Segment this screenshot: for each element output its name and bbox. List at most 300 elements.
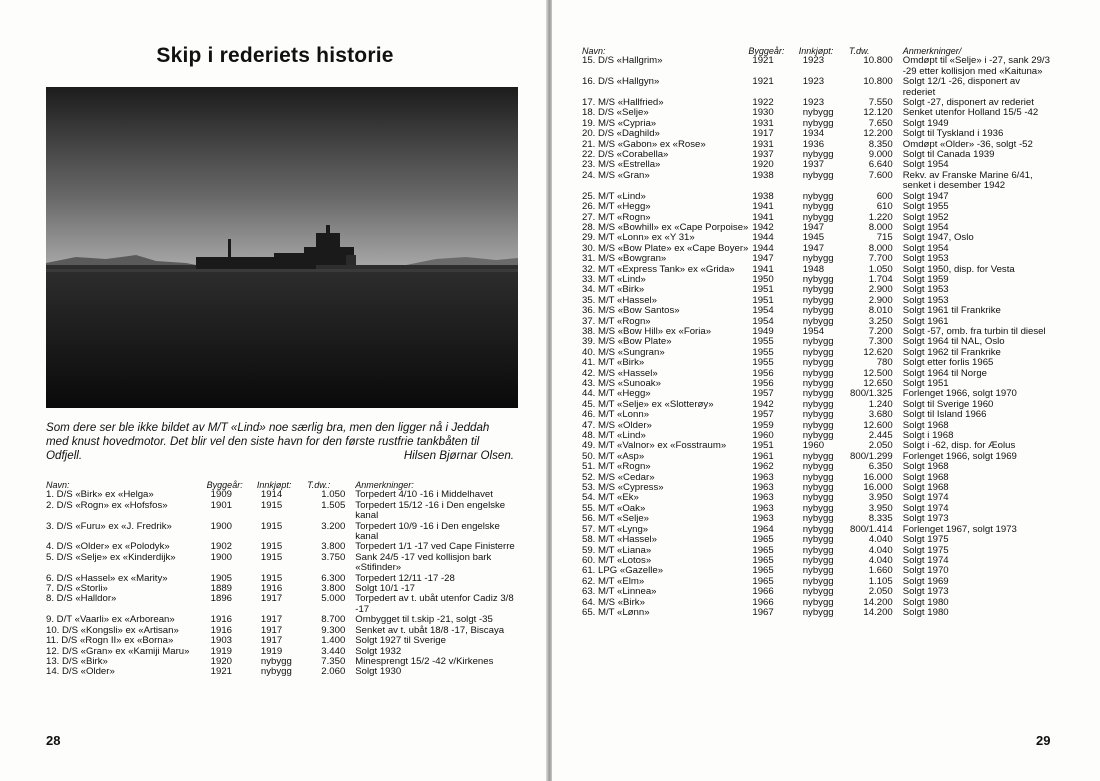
ship-name: 51. M/T «Rogn»: [582, 461, 651, 473]
tonnage: 7.350: [321, 655, 346, 667]
remark: Solgt i 1968: [902, 430, 954, 442]
ship-name: 12. D/S «Gran» ex «Kamiji Maru»: [46, 645, 190, 657]
bought-year: 1923: [802, 55, 825, 67]
remark: Solgt 10/1 -17: [355, 583, 416, 595]
remark: Solgt 1969: [902, 575, 949, 587]
remark: Solgt 1980: [902, 606, 949, 618]
built-year: 1941: [752, 211, 774, 223]
remark: Solgt til Island 1966: [902, 409, 987, 421]
ship-name: 39. M/S «Bow Plate»: [582, 336, 672, 348]
table-row: [46, 667, 516, 677]
ship-name: 6. D/S «Hassel» ex «Marity»: [46, 572, 168, 584]
remark: Solgt 1953: [902, 284, 949, 296]
ship-name: 47. M/S «Older»: [582, 419, 652, 431]
built-year: 1938: [752, 190, 774, 202]
built-year: 1944: [752, 242, 774, 254]
ship-photo: [46, 87, 518, 408]
ship-name: 30. M/S «Bow Plate» ex «Cape Boyer»: [582, 242, 749, 254]
tonnage: 12.500: [863, 367, 893, 379]
built-year: 1917: [752, 128, 774, 140]
col-header-built: Byggeår:: [206, 480, 243, 490]
tonnage: 610: [876, 201, 893, 213]
built-year: 1896: [210, 593, 233, 605]
ship-name: 9. D/T «Vaarli» ex «Arborean»: [46, 614, 175, 626]
remark: Torpedert 12/11 -17 -28: [355, 572, 455, 584]
tonnage: 4.040: [868, 554, 893, 566]
tonnage: 4.040: [868, 544, 893, 556]
tonnage: 12.120: [863, 107, 893, 119]
built-year: 1965: [752, 575, 774, 587]
tonnage: 8.350: [868, 138, 893, 150]
tonnage: 6.350: [868, 461, 893, 473]
bought-year: 1915: [260, 520, 283, 532]
tonnage: 2.050: [868, 586, 893, 598]
remark: Solgt 1962 til Frankrike: [902, 346, 1001, 358]
ship-name: 35. M/T «Hassel»: [582, 294, 658, 306]
built-year: 1944: [752, 232, 774, 244]
ship-name: 63. M/T «Linnea»: [582, 586, 657, 598]
remark: Forlenget 1966, solgt 1970: [902, 388, 1017, 400]
ship-name: 16. D/S «Hallgyn»: [582, 76, 660, 88]
bought-year: nybygg: [802, 253, 834, 265]
table-row: [582, 608, 1052, 618]
bought-year: nybygg: [802, 419, 834, 431]
table-row: [582, 56, 1052, 77]
built-year: 1921: [752, 76, 774, 88]
ship-name: 34. M/T «Birk»: [582, 284, 645, 296]
bought-year: nybygg: [802, 461, 834, 473]
tonnage: 780: [876, 357, 893, 369]
bought-year: nybygg: [802, 378, 834, 389]
remark: Omdøpt til «Selje» i -27, sank 29/3 -29 etter kollisjon med «Kaituna»: [902, 55, 1050, 77]
ship-name: 32. M/T «Express Tank» ex «Grida»: [582, 263, 735, 275]
col-header-bought: Innkjøpt:: [256, 480, 292, 490]
built-year: 1941: [752, 263, 774, 275]
tonnage: 3.950: [868, 502, 893, 514]
bought-year: 1915: [260, 572, 283, 584]
bought-year: nybygg: [802, 169, 834, 181]
remark: Senket av t. ubåt 18/8 -17, Biscaya: [355, 624, 505, 636]
bought-year: nybygg: [802, 565, 834, 577]
page-number-right: 29: [1036, 733, 1051, 748]
bought-year: nybygg: [802, 596, 834, 608]
photo-caption: [46, 421, 514, 464]
tonnage: 3.200: [321, 520, 346, 532]
built-year: 1965: [752, 565, 774, 577]
bought-year: nybygg: [802, 430, 834, 442]
remark: Solgt 1974: [902, 554, 949, 566]
tonnage: 1.400: [321, 635, 346, 647]
bought-year: nybygg: [802, 450, 834, 462]
built-year: 1965: [752, 554, 774, 566]
remark: Minesprengt 15/2 -42 v/Kirkenes: [355, 655, 494, 667]
tonnage: 2.900: [868, 284, 893, 296]
bought-year: nybygg: [802, 398, 834, 410]
built-year: 1921: [752, 55, 774, 67]
built-year: 1902: [210, 541, 233, 553]
tonnage: 2.060: [321, 666, 346, 678]
ship-name: 40. M/S «Sungran»: [582, 346, 665, 358]
ship-name: 10. D/S «Kongsli» ex «Artisan»: [46, 624, 179, 636]
ship-name: 64. M/S «Birk»: [582, 596, 645, 608]
bought-year: nybygg: [802, 190, 834, 202]
built-year: 1951: [752, 284, 774, 296]
ship-name: 54. M/T «Ek»: [582, 492, 639, 504]
bought-year: 1960: [802, 440, 825, 452]
ship-name: 28. M/S «Bowhill» ex «Cape Porpoise»: [582, 221, 749, 233]
built-year: 1962: [752, 461, 774, 473]
bought-year: nybygg: [802, 211, 834, 223]
built-year: 1921: [210, 666, 233, 678]
table-row: [582, 306, 1052, 316]
tonnage: 12.200: [863, 128, 893, 140]
remark: Solgt 1949: [902, 117, 949, 129]
remark: Solgt -27, disponert av rederiet: [902, 97, 1034, 109]
ship-name: 49. M/T «Valnor» ex «Fosstraum»: [582, 440, 727, 452]
tonnage: 3.250: [868, 315, 893, 327]
remark: Forlenget 1966, solgt 1969: [902, 450, 1017, 462]
built-year: 1909: [210, 489, 233, 501]
built-year: 1905: [210, 572, 233, 584]
remark: Solgt -57, omb. fra turbin til diesel: [902, 325, 1046, 337]
remark: Solgt til Tyskland i 1936: [902, 128, 1004, 140]
tonnage: 1.220: [868, 211, 893, 223]
ship-table-left: [46, 480, 516, 678]
tonnage: 1.660: [868, 565, 893, 577]
ship-name: 25. M/T «Lind»: [582, 190, 646, 202]
bought-year: nybygg: [802, 273, 834, 285]
tonnage: 1.704: [868, 273, 893, 285]
tonnage: 8.010: [868, 305, 893, 317]
ship-name: 60. M/T «Lotos»: [582, 554, 652, 566]
bought-year: nybygg: [802, 305, 834, 317]
table-row: [582, 202, 1052, 212]
bought-year: nybygg: [802, 513, 834, 525]
remark: Senket utenfor Holland 15/5 -42: [902, 107, 1039, 119]
bought-year: nybygg: [802, 575, 834, 587]
bought-year: 1947: [802, 221, 825, 233]
built-year: 1916: [210, 614, 233, 626]
built-year: 1956: [752, 367, 774, 379]
ship-name: 14. D/S «Older»: [46, 666, 115, 678]
bought-year: nybygg: [802, 149, 834, 161]
bought-year: nybygg: [802, 201, 834, 213]
bought-year: nybygg: [260, 655, 292, 667]
tonnage: 2.445: [868, 430, 893, 442]
ship-name: 2. D/S «Rogn» ex «Hofsfos»: [46, 499, 168, 511]
tonnage: 9.000: [868, 149, 893, 161]
bought-year: nybygg: [802, 107, 834, 119]
bought-year: nybygg: [802, 409, 834, 421]
tonnage: 14.200: [863, 596, 893, 608]
tonnage: 1.240: [868, 398, 893, 410]
bought-year: 1915: [260, 499, 283, 511]
ship-photo-image: [46, 87, 518, 408]
built-year: 1964: [752, 523, 774, 535]
built-year: 1920: [210, 655, 233, 667]
remark: Solgt 1968: [902, 471, 949, 483]
ship-name: 7. D/S «Storli»: [46, 583, 108, 595]
bought-year: 1923: [802, 97, 825, 109]
caption-signature: Hilsen Bjørnar Olsen.: [403, 449, 514, 463]
tonnage: 800/1.414: [850, 523, 893, 535]
bought-year: nybygg: [802, 544, 834, 556]
built-year: 1950: [752, 273, 774, 285]
built-year: 1955: [752, 357, 774, 369]
built-year: 1949: [752, 325, 774, 337]
built-year: 1900: [210, 551, 233, 563]
ship-name: 62. M/T «Elm»: [582, 575, 645, 587]
col-header-name: Navn:: [582, 46, 606, 56]
tonnage: 6.300: [321, 572, 346, 584]
ship-name: 41. M/T «Birk»: [582, 357, 645, 369]
ship-name: 42. M/S «Hassel»: [582, 367, 658, 379]
ship-name: 1. D/S «Birk» ex «Helga»: [46, 489, 154, 501]
bought-year: 1947: [802, 242, 825, 254]
table-row: [582, 254, 1052, 264]
bought-year: nybygg: [802, 294, 834, 306]
tonnage: 7.550: [868, 97, 893, 109]
remark: Solgt 1959: [902, 273, 949, 285]
remark: Solgt 1973: [902, 513, 949, 525]
built-year: 1930: [752, 107, 774, 119]
ship-name: 26. M/T «Hegg»: [582, 201, 651, 213]
remark: Omdøpt «Older» -36, solgt -52: [902, 138, 1033, 150]
built-year: 1916: [210, 624, 233, 636]
built-year: 1963: [752, 502, 774, 514]
tonnage: 600: [876, 190, 893, 202]
tonnage: 7.600: [868, 169, 893, 181]
table-row: [46, 636, 516, 646]
remark: Solgt 1973: [902, 586, 949, 598]
bought-year: 1915: [260, 551, 283, 563]
built-year: 1960: [752, 430, 774, 442]
remark: Solgt 1927 til Sverige: [355, 635, 446, 647]
page-title: Skip i rederiets historie: [156, 44, 394, 67]
tonnage: 1.050: [321, 489, 346, 501]
tonnage: 16.000: [863, 471, 893, 483]
bought-year: 1917: [260, 624, 283, 636]
built-year: 1963: [752, 513, 774, 525]
built-year: 1966: [752, 586, 774, 598]
built-year: 1965: [752, 534, 774, 546]
bought-year: nybygg: [802, 523, 834, 535]
built-year: 1937: [752, 149, 774, 161]
remark: Solgt 1968: [902, 419, 949, 431]
tonnage: 8.000: [868, 242, 893, 254]
built-year: 1922: [752, 97, 774, 109]
tonnage: 2.900: [868, 294, 893, 306]
ship-name: 29. M/T «Lonn» ex «Y 31»: [582, 232, 695, 244]
ship-name: 50. M/T «Asp»: [582, 450, 645, 462]
remark: Forlenget 1967, solgt 1973: [902, 523, 1017, 535]
remark: Torpedert av t. ubåt utenfor Cadiz 3/8 -17: [355, 593, 514, 615]
bought-year: nybygg: [802, 284, 834, 296]
bought-year: nybygg: [802, 586, 834, 598]
bought-year: 1954: [802, 325, 825, 337]
remark: Solgt 1974: [902, 502, 949, 514]
remark: Torpedert 4/10 -16 i Middelhavet: [355, 489, 493, 501]
ship-name: 46. M/T «Lonn»: [582, 409, 650, 421]
built-year: 1955: [752, 336, 774, 348]
built-year: 1959: [752, 419, 774, 431]
bought-year: 1917: [260, 614, 283, 626]
remark: Rekv. av Franske Marine 6/41, senket i desember 1942: [902, 169, 1033, 192]
bought-year: 1917: [260, 635, 283, 647]
tonnage: 3.800: [321, 583, 346, 595]
remark: Solgt 1974: [902, 492, 949, 504]
ship-name: 53. M/S «Cypress»: [582, 482, 664, 494]
built-year: 1889: [210, 583, 233, 595]
remark: Solgt 1961: [902, 315, 949, 327]
remark: Sank 24/5 -17 ved kollisjon bark «Stifinder»: [355, 551, 492, 574]
tonnage: 8.700: [321, 614, 346, 626]
ship-table-right-body: [582, 56, 1052, 618]
bought-year: nybygg: [802, 606, 834, 618]
bought-year: nybygg: [802, 482, 834, 494]
ship-name: 17. M/S «Hallfried»: [582, 97, 664, 109]
bought-year: nybygg: [802, 502, 834, 514]
bought-year: nybygg: [260, 666, 292, 678]
remark: Solgt 1930: [355, 666, 402, 678]
bought-year: nybygg: [802, 367, 834, 379]
built-year: 1920: [752, 159, 774, 171]
page-number-left: 28: [46, 733, 61, 748]
bought-year: 1923: [802, 76, 825, 88]
remark: Solgt 1953: [902, 253, 949, 265]
built-year: 1942: [752, 398, 774, 410]
ship-name: 15. D/S «Hallgrim»: [582, 55, 663, 67]
bought-year: 1915: [260, 541, 283, 553]
built-year: 1957: [752, 388, 774, 400]
tonnage: 12.620: [863, 346, 893, 358]
built-year: 1919: [210, 645, 233, 657]
remark: Solgt 1975: [902, 534, 949, 546]
bought-year: 1945: [802, 232, 825, 244]
built-year: 1963: [752, 471, 774, 483]
bought-year: 1914: [260, 489, 283, 501]
tonnage: 14.200: [863, 606, 893, 618]
bought-year: 1934: [802, 128, 825, 140]
remark: Solgt 1952: [902, 211, 949, 223]
bought-year: nybygg: [802, 346, 834, 358]
bought-year: 1948: [802, 263, 825, 275]
remark: Ombygget til t.skip -21, solgt -35: [355, 614, 493, 626]
tonnage: 2.050: [868, 440, 893, 452]
remark: Solgt i -62, disp. for Æolus: [902, 440, 1016, 452]
built-year: 1901: [210, 499, 233, 511]
tonnage: 4.040: [868, 534, 893, 546]
remark: Solgt 1947, Oslo: [902, 232, 974, 244]
ship-name: 18. D/S «Selje»: [582, 107, 649, 119]
remark: Solgt 1954: [902, 159, 949, 171]
bought-year: nybygg: [802, 471, 834, 483]
ship-name: 55. M/T «Oak»: [582, 502, 646, 514]
tonnage: 7.300: [868, 336, 893, 348]
tonnage: 3.950: [868, 492, 893, 504]
ship-name: 59. M/T «Liana»: [582, 544, 652, 556]
remark: Solgt etter forlis 1965: [902, 357, 994, 369]
table-row: [46, 594, 516, 615]
remark: Solgt 1947: [902, 190, 949, 202]
ship-name: 38. M/S «Bow Hill» ex «Foria»: [582, 325, 712, 337]
built-year: 1954: [752, 315, 774, 327]
col-header-notes: Anmerkninger/: [902, 46, 962, 56]
built-year: 1963: [752, 482, 774, 494]
remark: Solgt 1954: [902, 242, 949, 254]
tonnage: 3.800: [321, 541, 346, 553]
bought-year: nybygg: [802, 492, 834, 504]
remark: Solgt 1964 til Norge: [902, 367, 987, 379]
bought-year: 1917: [260, 593, 283, 605]
built-year: 1956: [752, 378, 774, 389]
remark: Torpedert 15/12 -16 i Den engelske kanal: [355, 499, 506, 522]
built-year: 1947: [752, 253, 774, 265]
tonnage: 10.800: [863, 55, 893, 67]
built-year: 1966: [752, 596, 774, 608]
tonnage: 800/1.299: [850, 450, 893, 462]
bought-year: 1937: [802, 159, 825, 171]
remark: Solgt 1953: [902, 294, 949, 306]
bought-year: nybygg: [802, 315, 834, 327]
col-header-tdw: T.dw.:: [307, 480, 331, 490]
remark: Torpedert 1/1 -17 ved Cape Finisterre: [355, 541, 515, 553]
ship-name: 27. M/T «Rogn»: [582, 211, 651, 223]
remark: Solgt til Canada 1939: [902, 149, 995, 161]
bought-year: nybygg: [802, 388, 834, 400]
tonnage: 8.335: [868, 513, 893, 525]
ship-name: 23. M/S «Estrella»: [582, 159, 661, 171]
bought-year: 1919: [260, 645, 283, 657]
tonnage: 16.000: [863, 482, 893, 494]
tonnage: 5.000: [321, 593, 346, 605]
ship-name: 8. D/S «Halldor»: [46, 593, 117, 605]
tonnage: 800/1.325: [850, 388, 893, 400]
col-header-bought: Innkjøpt:: [798, 46, 834, 56]
ship-name: 48. M/T «Lind»: [582, 430, 646, 442]
ship-name: 33. M/T «Lind»: [582, 273, 646, 285]
ship-name: 5. D/S «Selje» ex «Kinderdijk»: [46, 551, 176, 563]
tonnage: 1.105: [868, 575, 893, 587]
table-row: [582, 587, 1052, 597]
table-row: [46, 553, 516, 574]
remark: Solgt 1980: [902, 596, 949, 608]
built-year: 1931: [752, 138, 774, 150]
tonnage: 1.050: [868, 263, 893, 275]
col-header-name: Navn:: [46, 480, 70, 490]
tonnage: 6.640: [868, 159, 893, 171]
tonnage: 715: [876, 232, 893, 244]
built-year: 1957: [752, 409, 774, 421]
table-row: [46, 522, 516, 543]
table-row: [582, 77, 1052, 98]
remark: Solgt 1950, disp. for Vesta: [902, 263, 1015, 275]
ship-table-right: [582, 46, 1052, 618]
remark: Solgt 1954: [902, 221, 949, 233]
remark: Solgt 1932: [355, 645, 402, 657]
ship-name: 37. M/T «Rogn»: [582, 315, 651, 327]
ship-name: 65. M/T «Lønn»: [582, 606, 650, 618]
ship-name: 57. M/T «Lyng»: [582, 523, 649, 535]
bought-year: 1936: [802, 138, 825, 150]
built-year: 1941: [752, 201, 774, 213]
built-year: 1931: [752, 117, 774, 129]
ship-table-left-body: [46, 490, 516, 677]
bought-year: nybygg: [802, 554, 834, 566]
remark: Solgt 1951: [902, 378, 949, 389]
ship-name: 4. D/S «Older» ex «Polodyk»: [46, 541, 170, 553]
remark: Solgt 12/1 -26, disponert av rederiet: [902, 76, 1021, 98]
